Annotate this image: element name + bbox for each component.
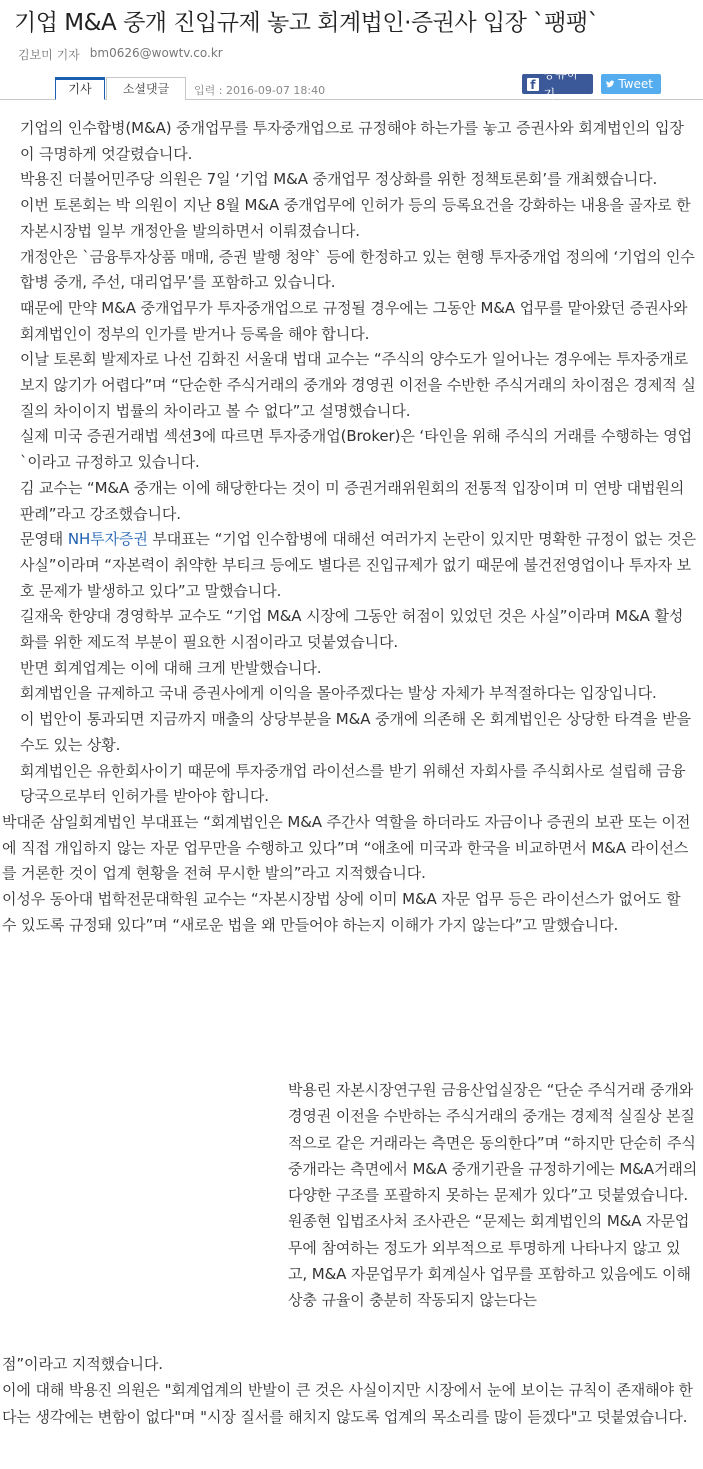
paragraph: 이번 토론회는 박 의원이 지난 8월 M&A 중개업무에 인허가 등의 등록요건을 강화하는 내용을 골자로 한 자본시장법 일부 개정안을 발의하면서 이뤄졌습니다. [20,196,691,240]
reporter-name: 김보미 기자 [18,48,80,62]
tab-article[interactable]: 기사 [55,77,105,100]
tab-social-comments[interactable]: 소셜댓글 [106,77,186,100]
paragraph-text: 부대표는 “기업 인수합병에 대해선 여러가지 논란이 있지만 명확한 규정이 없는 것은 사실”이라며 “자본력이 취약한 부티크 등에도 별다른 진입규제가 없기 때문에 불건전영업이나 투자자 보호 문제가 발생하고 있다”고 말했습니다. [20,530,697,600]
paragraph: 개정안은 `금융투자상품 매매, 증권 발행 청약` 등에 한정하고 있는 현행 투자중개업 정의에 ‘기업의 인수합병 중개, 주선, 대리업무’를 포함하고 있습니다. [20,247,695,292]
paragraph: 김 교수는 “M&A 중개는 이에 해당한다는 것이 미 증권거래위원회의 전통적 입장이며 미 연방 대법원의 판례”라고 강조했습니다. [20,478,685,523]
article-title: 기업 M&A 중개 진입규제 놓고 회계법인·증권사 입장 `팽팽` [14,10,599,36]
paragraph: 원종현 입법조사처 조사관은 “문제는 회계법인의 M&A 자문업무에 참여하는 정도가 외부적으로 투명하게 나타나지 않고 있고, M&A 자문업무가 회계실사 업무를 포함하고 있음에도 이해상충 규율이 충분히 작동되지 않는다는 [288,1212,691,1310]
paragraph: 회계법인은 유한회사이기 때문에 투자중개업 라이선스를 받기 위해선 자회사를 주식회사로 설립해 금융당국으로부터 인허가를 받아야 합니다. [20,761,686,806]
paragraph [20,527,696,604]
indented-quote-block [288,1077,698,1314]
article-tab-bar [0,67,703,101]
byline [18,46,223,63]
facebook-share-button[interactable] [522,67,593,101]
paragraph: 이날 토론회 발제자로 나선 김화진 서울대 법대 교수는 “주식의 양수도가 일어나는 경우에는 투자중개로 보지 않기가 어렵다”며 “단순한 주식거래의 중개와 경영권 이전을 수반한 주식거래의 차이점은 경제적 실질의 차이이지 법률의 차이라고 볼 수 없다”고 설명했습니다. [20,350,696,420]
company-link-nh[interactable]: NH투자증권 [67,530,148,549]
article-body [2,116,697,939]
paragraph: 반면 회계업계는 이에 대해 크게 반발했습니다. [20,658,322,677]
paragraph: 회계법인을 규제하고 국내 증권사에게 이익을 몰아주겠다는 발상 자체가 부적절하다는 입장입니다. [20,684,657,703]
paragraph: 박용린 자본시장연구원 금융산업실장은 “단순 주식거래 중개와 경영권 이전을 수반하는 주식거래의 중개는 경제적 실질상 본질적으로 같은 거래라는 측면은 동의한다”며 “하지만 단순히 주식 중개라는 측면에서 M&A 중개기관을 규정하기에는 M&A거래의 다양한 구조를 포괄하지 못하는 문제가 있다”고 덧붙였습니다. [288,1081,698,1205]
paragraph: 이 법안이 통과되면 지금까지 매출의 상당부분을 M&A 중개에 의존해 온 회계법인은 상당한 타격을 받을 수도 있는 상황. [20,710,691,754]
paragraph-text: 문영태 [20,530,68,549]
twitter-tweet-button[interactable] [601,74,661,94]
article-tail [2,1351,698,1430]
paragraph: 박대준 삼일회계법인 부대표는 “회계법인은 M&A 주간사 역할을 하더라도 자금이나 증권의 보관 또는 이전에 직접 개입하지 않는 자문 업무만을 수행하고 있다”며 “애초에 미국과 한국을 비교하면서 M&A 라이선스를 거론한 것이 업계 현황을 전혀 무시한 발의”라고 지적했습니다. [2,812,691,883]
paragraph: 기업의 인수합병(M&A) 중개업무를 투자중개업으로 규정해야 하는가를 놓고 증권사와 회계법인의 입장이 극명하게 엇갈렸습니다. [20,119,684,163]
paragraph: 이성우 동아대 법학전문대학원 교수는 “자본시장법 상에 이미 M&A 자문 업무 등은 라이선스가 없어도 할 수 있도록 규정돼 있다”며 “새로운 법을 왜 만들어야 하는지 이해가 가지 않는다”고 말했습니다. [2,890,681,934]
reporter-email[interactable]: bm0626@wowtv.co.kr [89,46,223,60]
facebook-icon: f [527,78,539,91]
facebook-share-label: 공유하기 [543,67,579,101]
paragraph: 이에 대해 박용진 의원은 "회계업계의 반발이 큰 것은 사실이지만 시장에서 눈에 보이는 규칙이 존재해야 한다는 생각에는 변함이 없다"며 "시장 질서를 해치지 않도록 업계의 목소리를 많이 듣겠다"고 덧붙였습니다. [2,1381,693,1426]
paragraph: 때문에 만약 M&A 중개업무가 투자중개업으로 규정될 경우에는 그동안 M&A 업무를 맡아왔던 증권사와 회계법인이 정부의 인가를 받거나 등록을 해야 합니다. [20,298,688,343]
twitter-bird-icon [606,78,614,90]
paragraph: 길재욱 한양대 경영학부 교수도 “기업 M&A 시장에 그동안 허점이 있었던 것은 사실”이라며 M&A 활성화를 위한 제도적 부분이 필요한 시점이라고 덧붙였습니다. [20,607,684,652]
twitter-tweet-label: Tweet [618,77,653,91]
paragraph: 점”이라고 지적했습니다. [2,1355,163,1373]
paragraph: 실제 미국 증권거래법 섹션3에 따르면 투자중개업(Broker)은 ‘타인을 위해 주식의 거래를 수행하는 영업`이라고 규정하고 있습니다. [20,427,693,472]
publish-date: 입력 : 2016-09-07 18:40 [194,84,326,97]
paragraph: 박용진 더불어민주당 의원은 7일 ‘기업 M&A 중개업무 정상화를 위한 정책토론회’를 개최했습니다. [20,170,658,189]
